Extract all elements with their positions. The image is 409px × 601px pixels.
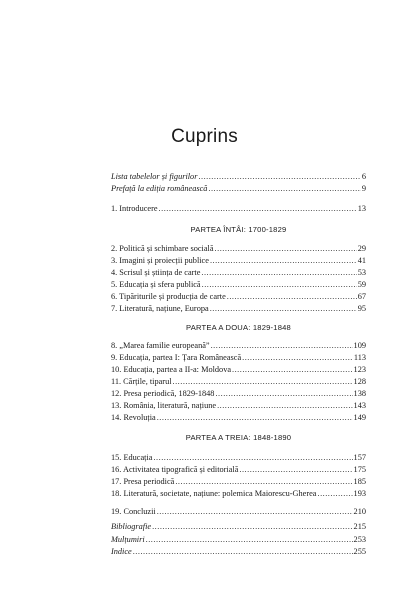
toc-entry-label: Lista tabelelor și figurilor: [111, 172, 198, 181]
toc-entry-label: Indice: [111, 547, 132, 556]
leader-dots: [215, 243, 357, 255]
part-heading: PARTEA A TREIA: 1848-1890: [185, 433, 292, 442]
toc-entry: [111, 255, 366, 267]
toc-entry: [111, 388, 366, 400]
toc-entry-label: 10. Educația, partea a II-a: Moldova: [111, 365, 232, 374]
toc-entry: [111, 340, 366, 352]
toc-entry-page: 175: [353, 465, 366, 474]
toc-entry: [111, 352, 366, 364]
toc-entry-preface: [111, 183, 366, 195]
toc-entry-page: 138: [353, 389, 366, 398]
leader-dots: [146, 534, 353, 546]
toc-entry-page: 193: [353, 489, 366, 498]
toc-entry: [111, 400, 366, 412]
toc-entry-page: 6: [361, 172, 366, 181]
toc-entry: [111, 243, 366, 255]
toc-entry-tables-figures: [111, 171, 366, 183]
toc-entry-label: 17. Presa periodică: [111, 477, 175, 486]
toc-entry-page: 109: [353, 341, 366, 350]
toc-entry-label: 14. Revoluția: [111, 413, 156, 422]
leader-dots: [217, 400, 352, 412]
leader-dots: [173, 376, 353, 388]
leader-dots: [153, 452, 352, 464]
toc-entry-page: 157: [353, 453, 366, 462]
part-heading: PARTEA A DOUA: 1829-1848: [186, 323, 291, 332]
toc-entry-label: 6. Tipăriturile și producția de carte: [111, 292, 226, 301]
toc-entry-label: Bibliografie: [111, 522, 152, 531]
toc-entry-label: 19. Concluzii: [111, 507, 156, 516]
leader-dots: [211, 340, 353, 352]
toc-entry-bibliography: [111, 521, 366, 533]
part-heading: PARTEA ÎNTÂI: 1700-1829: [190, 225, 287, 234]
leader-dots: [318, 488, 353, 500]
leader-dots: [157, 412, 353, 424]
leader-dots: [242, 352, 353, 364]
leader-dots: [215, 388, 352, 400]
toc-entry-page: 255: [353, 547, 366, 556]
toc-entry-page: 95: [357, 304, 366, 313]
toc-entry-page: 185: [353, 477, 366, 486]
toc-entry: [111, 279, 366, 291]
leader-dots: [157, 506, 353, 518]
leader-dots: [227, 291, 357, 303]
leader-dots: [152, 521, 352, 533]
toc-entry: [111, 267, 366, 279]
toc-entry-conclusions: [111, 506, 366, 518]
toc-entry-label: 13. România, literatură, națiune: [111, 401, 217, 410]
toc-entry-label: 15. Educația: [111, 453, 153, 462]
toc-entry-page: 143: [353, 401, 366, 410]
toc-entry: [111, 488, 366, 500]
toc-entry-page: 67: [357, 292, 366, 301]
toc-entry-label: 8. „Marea familie europeană”: [111, 341, 210, 350]
leader-dots: [239, 464, 352, 476]
toc-entry-introduction: [111, 203, 366, 215]
toc-entry-page: 253: [353, 535, 366, 544]
toc-entry-page: 215: [353, 522, 366, 531]
toc-entry: [111, 376, 366, 388]
toc-entry: [111, 476, 366, 488]
leader-dots: [198, 171, 360, 183]
leader-dots: [232, 364, 353, 376]
leader-dots: [175, 476, 352, 488]
leader-dots: [159, 203, 357, 215]
leader-dots: [133, 546, 353, 558]
leader-dots: [210, 303, 357, 315]
toc-entry: [111, 364, 366, 376]
leader-dots: [201, 267, 356, 279]
toc-entry-page: 113: [353, 353, 366, 362]
leader-dots: [208, 183, 360, 195]
toc-entry-label: 2. Politică și schimbare socială: [111, 244, 214, 253]
toc-entry-page: 210: [353, 507, 366, 516]
page-title: Cuprins: [171, 126, 238, 147]
toc-entry-label: 16. Activitatea tipografică și editorială: [111, 465, 239, 474]
toc-entry-label: 7. Literatură, națiune, Europa: [111, 304, 209, 313]
toc-entry: [111, 464, 366, 476]
toc-entry: [111, 291, 366, 303]
toc-entry: [111, 303, 366, 315]
toc-entry-label: 9. Educația, partea I: Țara Românească: [111, 353, 242, 362]
toc-entry-page: 123: [353, 365, 366, 374]
toc-entry-label: 12. Presa periodică, 1829-1848: [111, 389, 215, 398]
toc-entry-label: Prefață la ediția românească: [111, 184, 208, 193]
toc-entry-page: 53: [357, 268, 366, 277]
toc-entry-page: 59: [357, 280, 366, 289]
toc-entry: [111, 412, 366, 424]
toc-entry-label: Mulțumiri: [111, 535, 145, 544]
toc-entry-label: 18. Literatură, societate, națiune: polemica Maiorescu-Gherea: [111, 489, 317, 498]
leader-dots: [210, 255, 357, 267]
toc-entry-label: 11. Cărțile, tiparul: [111, 377, 172, 386]
toc-entry-page: 29: [357, 244, 366, 253]
leader-dots: [202, 279, 357, 291]
toc-entry-page: 41: [357, 256, 366, 265]
toc-entry-label: 5. Educația și sfera publică: [111, 280, 201, 289]
toc-entry-page: 9: [361, 184, 366, 193]
toc-entry-page: 13: [357, 204, 366, 213]
toc-entry-label: 1. Introducere: [111, 204, 158, 213]
toc-entry: [111, 452, 366, 464]
toc-entry-label: 3. Imagini și proiecții publice: [111, 256, 209, 265]
toc-entry-page: 128: [353, 377, 366, 386]
toc-entry-index: [111, 546, 366, 558]
toc-entry-acknowledgements: [111, 534, 366, 546]
toc-entry-label: 4. Scrisul și știința de carte: [111, 268, 201, 277]
toc-entry-page: 149: [353, 413, 366, 422]
